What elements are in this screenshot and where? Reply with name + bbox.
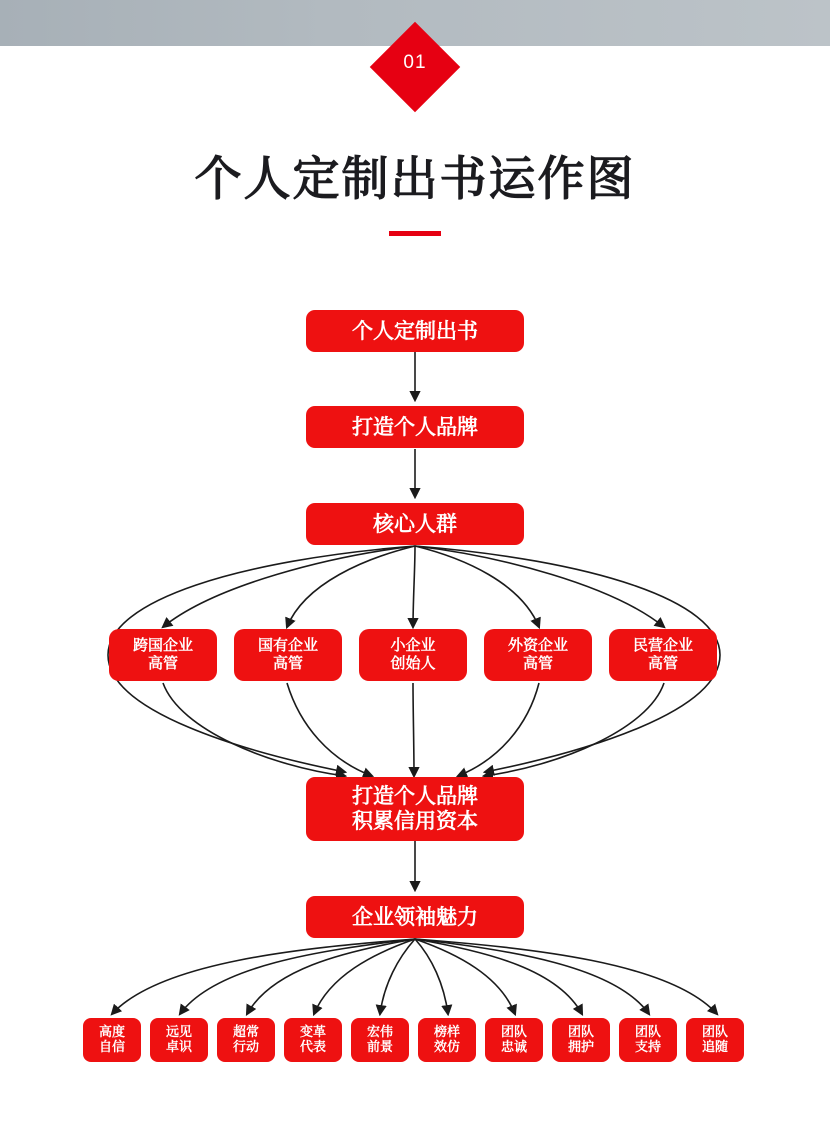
node-s3[interactable] (217, 1018, 275, 1062)
node-n5-line-2: 积累信用资本 (352, 809, 478, 833)
node-s9-line-2: 支持 (634, 1040, 661, 1055)
section-number-label: 01 (403, 52, 427, 73)
node-s8[interactable] (552, 1018, 610, 1062)
node-n5-line-1: 打造个人品牌 (352, 784, 478, 809)
node-s1-line-2: 自信 (98, 1040, 125, 1055)
node-s7-line-1: 团队 (500, 1024, 527, 1040)
node-n3[interactable] (306, 503, 524, 545)
node-n6[interactable] (306, 896, 524, 938)
node-s10-line-2: 追随 (701, 1040, 728, 1055)
node-s2-line-1: 远见 (165, 1024, 192, 1040)
node-s5-line-1: 宏伟 (366, 1024, 393, 1040)
node-s4-line-2: 代表 (299, 1040, 326, 1055)
node-s7-line-2: 忠诚 (500, 1040, 527, 1055)
node-s8-line-2: 拥护 (567, 1040, 594, 1055)
node-s5-line-2: 前景 (366, 1040, 393, 1055)
node-g3-line-1: 小企业 (390, 636, 436, 655)
node-g4[interactable] (484, 629, 592, 681)
node-s9[interactable] (619, 1018, 677, 1062)
node-g5[interactable] (609, 629, 717, 681)
node-s8-line-1: 团队 (567, 1024, 594, 1040)
node-s6-line-2: 效仿 (433, 1040, 460, 1055)
node-s5[interactable] (351, 1018, 409, 1062)
node-g1-line-1: 跨国企业 (132, 636, 193, 655)
node-s2-line-2: 卓识 (165, 1040, 192, 1055)
node-g4-line-2: 高管 (522, 654, 553, 672)
node-s4-line-1: 变革 (299, 1024, 326, 1040)
node-g5-line-1: 民营企业 (632, 636, 693, 655)
node-n3-line-1: 核心人群 (373, 511, 457, 536)
node-g1-line-2: 高管 (147, 654, 178, 672)
node-s6-line-1: 榜样 (433, 1024, 460, 1040)
node-n2-line-1: 打造个人品牌 (352, 414, 478, 439)
node-s6[interactable] (418, 1018, 476, 1062)
node-n2[interactable] (306, 406, 524, 448)
node-s10[interactable] (686, 1018, 744, 1062)
node-g3[interactable] (359, 629, 467, 681)
node-s3-line-2: 行动 (232, 1040, 259, 1055)
node-s9-line-1: 团队 (634, 1024, 661, 1040)
node-g2-line-1: 国有企业 (257, 636, 318, 655)
node-g4-line-1: 外资企业 (507, 636, 568, 655)
node-g2-line-2: 高管 (272, 654, 303, 672)
node-n1-line-1: 个人定制出书 (352, 318, 478, 343)
node-g1[interactable] (109, 629, 217, 681)
node-s1-line-1: 高度 (98, 1024, 125, 1040)
node-s10-line-1: 团队 (701, 1024, 728, 1040)
node-s2[interactable] (150, 1018, 208, 1062)
node-n5[interactable] (306, 777, 524, 841)
node-g2[interactable] (234, 629, 342, 681)
node-g5-line-2: 高管 (647, 654, 678, 672)
node-n6-line-1: 企业领袖魅力 (352, 904, 478, 929)
node-n1[interactable] (306, 310, 524, 352)
node-s4[interactable] (284, 1018, 342, 1062)
page-title: 个人定制出书运作图 (194, 152, 636, 207)
node-s1[interactable] (83, 1018, 141, 1062)
node-s3-line-1: 超常 (232, 1024, 259, 1040)
node-s7[interactable] (485, 1018, 543, 1062)
node-g3-line-2: 创始人 (390, 654, 436, 672)
